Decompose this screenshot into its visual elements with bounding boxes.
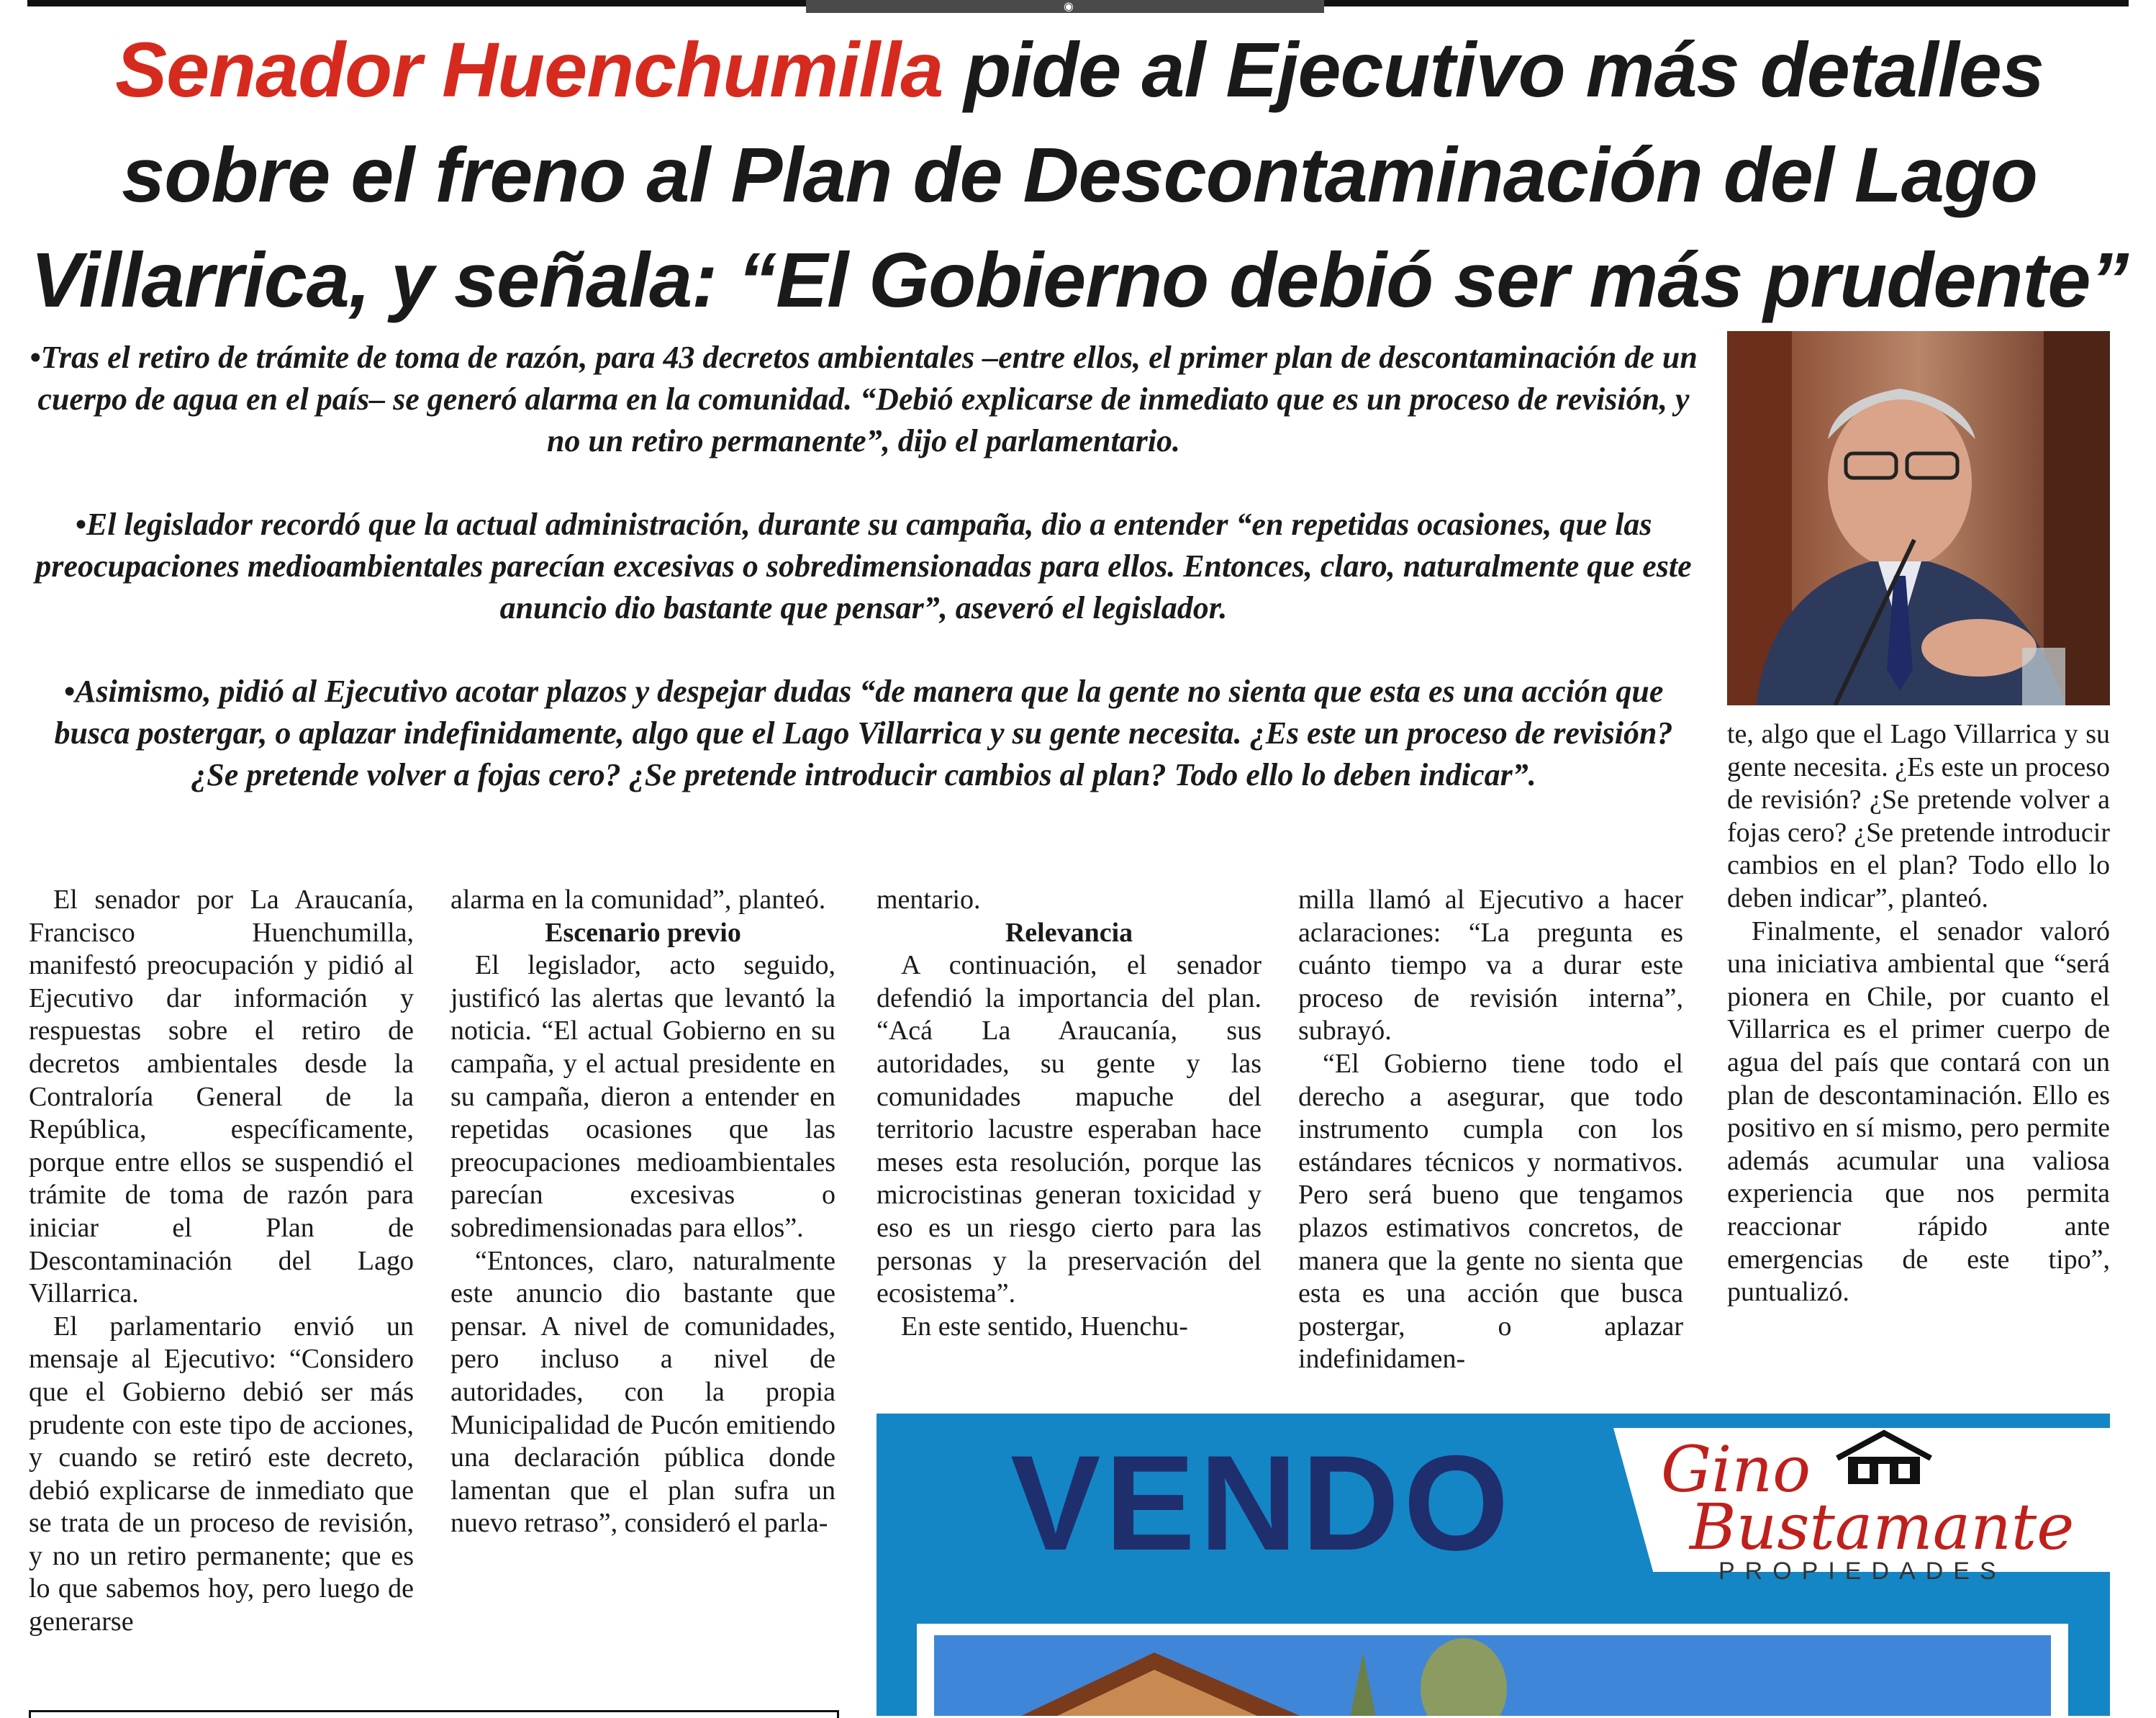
body-column-1 xyxy=(29,884,414,1639)
body-paragraph: El senador por La Araucanía, Francisco Huenchumilla, manifestó preocupación y pidió al Ejecutivo dar información y respuestas sobre el retiro de decretos ambientales desde la Contraloría General de la República, específicamente, porque entre ellos se suspendió el trámite de toma de razón para iniciar el Plan de Descontaminación del Lago Villarrica. xyxy=(29,885,414,1309)
summary-bullet: •El legislador recordó que la actual administración, durante su campaña, dio a entender “en repetidas ocasiones, que las preocupaciones medioambientales parecían excesivas o sobredimensionadas para ellos. Entonces, claro, naturalmente que este anuncio dio bastante que pensar”, aseveró el legislador. xyxy=(35,507,1692,625)
body-paragraph: El legislador, acto seguido, justificó las alertas que levantó la noticia. “El actual Gobierno en su campaña, y el actual presidente en su campaña, dieron a entender en repetidas ocasiones que las preocupaciones medioambientales parecían excesivas o sobredimensionadas para ellos”. xyxy=(450,950,835,1243)
summary-bullet: •Tras el retiro de trámite de toma de razón, para 43 decretos ambientales –entre ellos, el primer plan de descontaminación de un cuerpo de agua en el país– se generó alarma en la comunidad. “Debió explicarse de inmediato que es un proceso de revisión, y no un retiro permanente”, dijo el parlamentario. xyxy=(30,340,1698,458)
body-paragraph: En este sentido, Huenchu- xyxy=(901,1311,1188,1342)
headline-rest: pide al Ejecutivo más detalles sobre el freno al Plan de Descontaminación del Lago Villarrica, y señala: “El Gobierno debió ser más prudente” xyxy=(30,26,2129,323)
body-paragraph: “El Gobierno tiene todo el derecho a asegurar, que todo instrumento cumpla con los estándares técnicos y normativos. Pero será bueno que tengamos plazos estimativos concretos, de manera que la gente no sienta que esta es una acción que busca postergar, o aplazar indefinidamen- xyxy=(1298,1048,1683,1375)
body-paragraph: alarma en la comunidad”, planteó. xyxy=(450,885,826,915)
house-logo-icon xyxy=(1834,1429,1934,1487)
body-column-2 xyxy=(450,884,835,1540)
body-column-4 xyxy=(1298,884,1683,1376)
ad-brand-line1: Gino xyxy=(1661,1432,1811,1506)
body-paragraph: mentario. xyxy=(877,885,981,915)
body-column-3 xyxy=(877,884,1262,1343)
body-paragraph: El parlamentario envió un mensaje al Ejecutivo: “Considero que el Gobierno debió ser más prudente con este tipo de acciones, y cuando se retiró este decreto, debió explicarse de inmediato que se trata de un proceso de revisión, y no un retiro permanente; que es lo que sabemos hoy, pero luego de generarse xyxy=(29,1311,414,1637)
body-paragraph: A continuación, el senador defendió la importancia del plan. “Acá La Araucanía, sus autoridades, su gente y las comunidades mapuche del territorio lacustre esperaban hace meses esta resolución, porque las microcistinas generan toxicidad y eso es un riesgo cierto para las personas y la preservación del ecosistema”. xyxy=(877,950,1262,1309)
summary-bullets xyxy=(29,337,1698,838)
property-photo xyxy=(917,1624,2068,1716)
ad-brand-subtitle: PROPIEDADES xyxy=(1718,1557,2006,1585)
headline-name: Senador Huenchumilla xyxy=(115,26,943,113)
masthead-emblem-icon: ◉ xyxy=(1064,0,1074,13)
headline xyxy=(29,17,2130,333)
section-heading: Escenario previo xyxy=(545,917,741,948)
ad-brand-line2: Bustamante xyxy=(1690,1490,2075,1564)
bottom-frame xyxy=(29,1710,839,1718)
body-column-5 xyxy=(1727,718,2110,1309)
section-heading: Relevancia xyxy=(1005,917,1133,948)
body-paragraph: milla llamó al Ejecutivo a hacer aclaraciones: “La pregunta es cuánto tiempo va a durar este proceso de revisión interna”, subrayó. xyxy=(1298,885,1683,1046)
body-paragraph: Finalmente, el senador valoró una iniciativa ambiental que “será pionera en Chile, por cuanto el Villarrica es el primer cuerpo de agua del país que contará con un plan de descontaminación. Ello es positivo en sí mismo, pero permite además acumular una valiosa experiencia que nos permita reaccionar rápido ante emergencias de este tipo”, puntualizó. xyxy=(1727,915,2110,1308)
ad-headline: VENDO xyxy=(1010,1427,1513,1578)
summary-bullet: •Asimismo, pidió al Ejecutivo acotar plazos y despejar dudas “de manera que la gente no sienta que esta es una acción que busca postergar, o aplazar indefinidamente, algo que el Lago Villarrica y su gente necesita. ¿Es este un proceso de revisión? ¿Se pretende volver a fojas cero? ¿Se pretende introducir cambios al plan? Todo ello lo deben indicar”. xyxy=(54,674,1673,792)
body-paragraph: te, algo que el Lago Villarrica y su gente necesita. ¿Es este un proceso de revisión? ¿Se pretende volver a fojas cero? ¿Se pretende introducir cambios en el plan? Todo ello lo deben indicar”, planteó. xyxy=(1727,719,2110,913)
body-paragraph: “Entonces, claro, naturalmente este anuncio dio bastante que pensar. A nivel de comunidades, pero incluso a nivel de autoridades, con la propia Municipalidad de Pucón emitiendo una declaración pública donde lamentan que el plan sufra un nuevo retraso”, consideró el parla- xyxy=(450,1245,835,1539)
senator-photo xyxy=(1727,331,2110,705)
real-estate-ad xyxy=(877,1414,2110,1716)
